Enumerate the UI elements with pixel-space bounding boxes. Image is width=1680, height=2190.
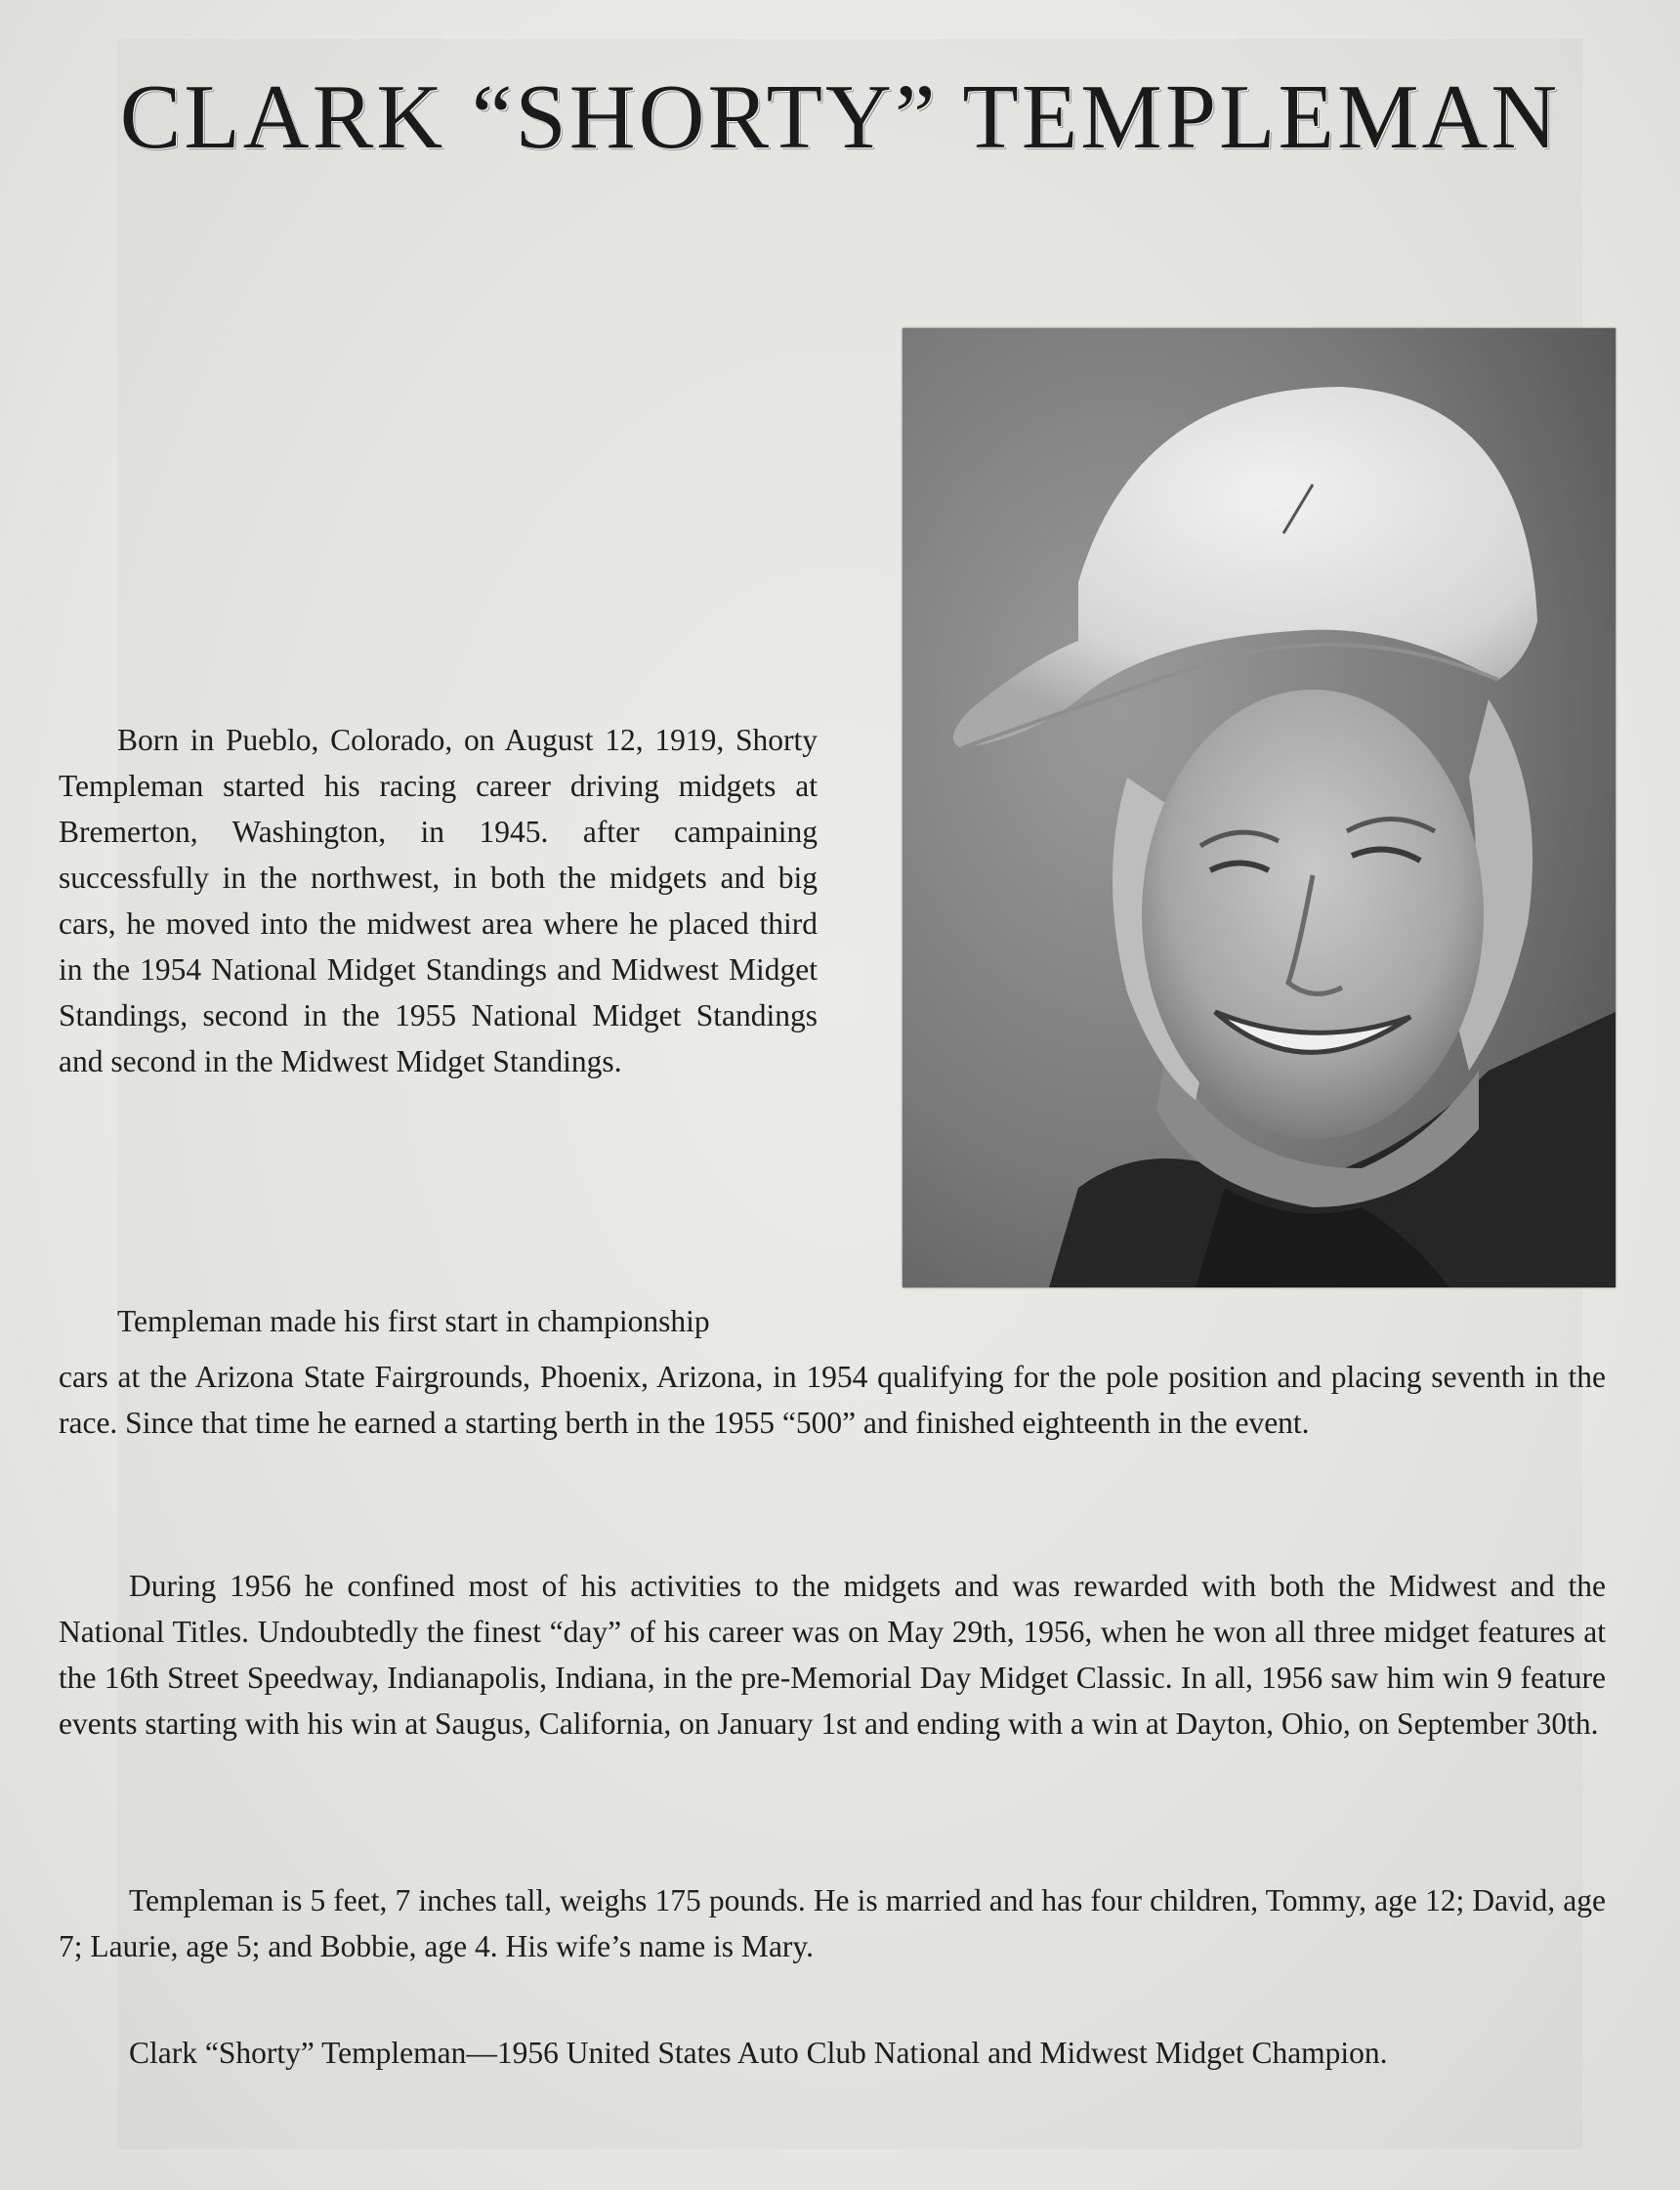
paragraph-champion-summary: Clark “Shorty” Templeman—1956 United States Auto Club National and Midwest Midget Champion. <box>129 2036 1388 2070</box>
paragraph-personal: Templeman is 5 feet, 7 inches tall, weighs 175 pounds. He is married and has four children, Tommy, age 12; David, age 7; Laurie, age 5; and Bobbie, age 4. His wife’s name is Mary. <box>59 1883 1606 1963</box>
paragraph-championship-continued: cars at the Arizona State Fairgrounds, Phoenix, Arizona, in 1954 qualifying for the pole position and placing seventh in the race. Since that time he earned a starting berth in the 1955 “500” and finished eighteenth in the event. <box>59 1360 1606 1440</box>
paragraph-championship-first-line: Templeman made his first start in championship <box>117 1304 710 1338</box>
driver-portrait-photo <box>903 328 1616 1287</box>
paragraph-1956-season: During 1956 he confined most of his activities to the midgets and was rewarded with both the Midwest and the National Titles. Undoubtedly the finest “day” of his career was on May 29th, 1956, when he won all three midget features at the 16th Street Speedway, Indianapolis, Indiana, in the pre-Memorial Day Midget Classic. In all, 1956 saw him win 9 feature events starting with his win at Saugus, California, on January 1st and ending with a win at Dayton, Ohio, on September 30th. <box>59 1569 1606 1741</box>
paragraph-early-career: Born in Pueblo, Colorado, on August 12, 1919, Shorty Templeman started his racing career driving midgets at Bremerton, Washington, in 1945. after campaining successfully in the northwest, in both the midgets and big cars, he moved into the midwest area where he placed third in the 1954 National Midget Standings and Midwest Midget Standings, second in the 1955 National Midget Standings and second in the Midwest Midget Standings. <box>59 723 818 1078</box>
page-title: CLARK “SHORTY” TEMPLEMAN <box>119 66 1561 168</box>
portrait-illustration <box>903 328 1616 1287</box>
